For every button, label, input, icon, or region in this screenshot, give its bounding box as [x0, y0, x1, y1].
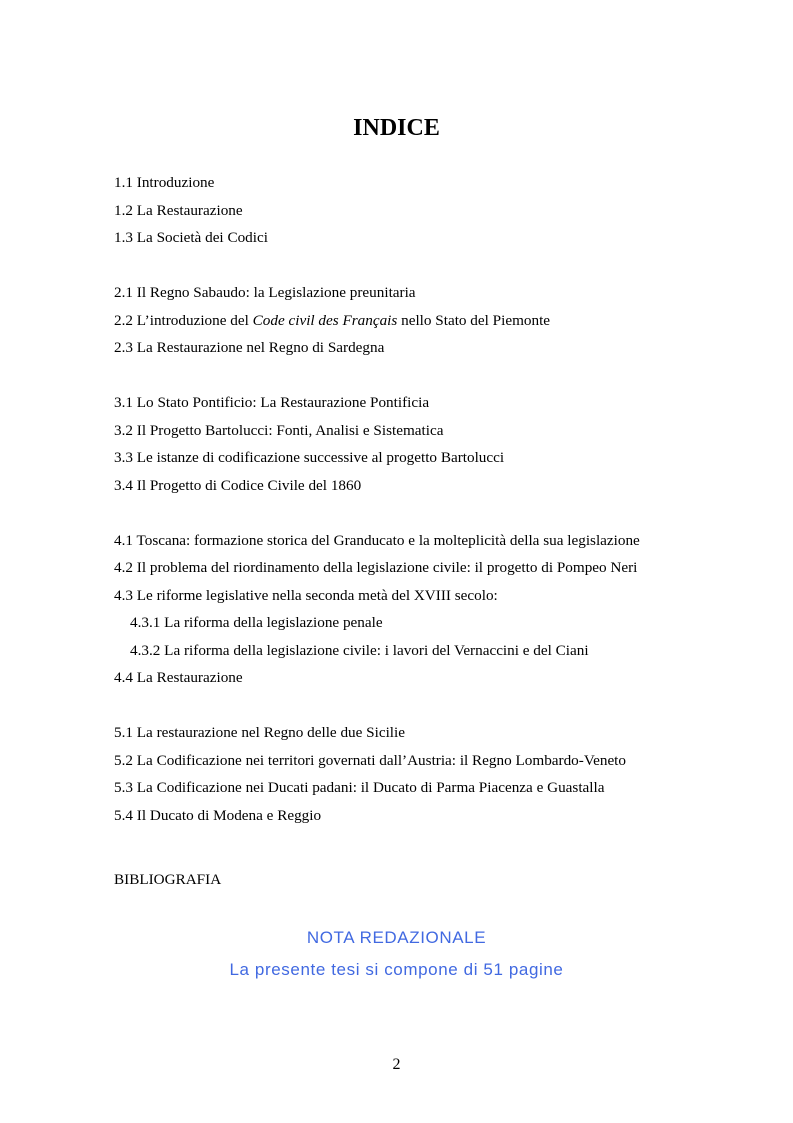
toc-entry-3-1: 3.1 Lo Stato Pontificio: La Restaurazione Pontificia — [114, 394, 430, 411]
toc-entry-5-3: 5.3 La Codificazione nei Ducati padani: il Ducato di Parma Piacenza e Guastalla — [114, 779, 605, 796]
toc-entry-2-2-suffix: nello Stato del Piemonte — [397, 311, 551, 329]
toc-entry-4-3: 4.3 Le riforme legislative nella seconda metà del XVIII secolo: — [114, 586, 498, 604]
toc-entry-3-2: 3.2 Il Progetto Bartolucci: Fonti, Analisi e Sistematica — [114, 421, 444, 439]
editorial-note-title: NOTA REDAZIONALE — [306, 928, 487, 947]
toc-entry-1-3: 1.3 La Società dei Codici — [114, 229, 268, 246]
page-number: 2 — [392, 1056, 401, 1073]
toc-entry-4-3-2: 4.3.2 La riforma della legislazione civile: i lavori del Vernaccini e del Ciani — [130, 641, 589, 659]
toc-entry-4-4: 4.4 La Restaurazione — [114, 669, 243, 686]
toc-entry-2-2-italic-title: Code civil des Français — [252, 311, 398, 329]
toc-entry-2-3: 2.3 La Restaurazione nel Regno di Sardegna — [114, 339, 385, 356]
toc-entry-5-1: 5.1 La restaurazione nel Regno delle due Sicilie — [114, 724, 405, 741]
toc-entry-1-1: 1.1 Introduzione — [114, 174, 215, 191]
toc-entry-3-3: 3.3 Le istanze di codificazione successive al progetto Bartolucci — [114, 449, 505, 466]
toc-entry-4-3-1: 4.3.1 La riforma della legislazione penale — [130, 614, 383, 631]
editorial-note-text: La presente tesi si compone di 51 pagine — [229, 960, 564, 979]
toc-entry-4-1: 4.1 Toscana: formazione storica del Granducato e la molteplicità della sua legislazione — [114, 531, 640, 549]
toc-entry-bibliography: BIBLIOGRAFIA — [114, 871, 222, 888]
toc-entry-2-2 — [114, 310, 754, 338]
toc-entry-1-2: 1.2 La Restaurazione — [114, 201, 243, 219]
toc-entry-2-1: 2.1 Il Regno Sabaudo: la Legislazione preunitaria — [114, 284, 416, 301]
section-spacer — [114, 695, 754, 723]
toc-entry-5-2: 5.2 La Codificazione nei territori governati dall’Austria: il Regno Lombardo-Veneto — [114, 751, 626, 769]
section-spacer — [114, 365, 754, 393]
toc-entry-2-2-prefix: 2.2 L’introduzione del — [114, 311, 253, 329]
section-spacer — [114, 502, 754, 530]
section-spacer — [114, 255, 754, 283]
section-spacer — [114, 832, 754, 869]
toc-entry-4-2: 4.2 Il problema del riordinamento della legislazione civile: il progetto di Pompeo Neri — [114, 559, 638, 576]
toc-entry-5-4: 5.4 Il Ducato di Modena e Reggio — [114, 806, 322, 824]
page-title: INDICE — [353, 115, 440, 141]
table-of-contents — [114, 172, 754, 891]
toc-entry-3-4: 3.4 Il Progetto di Codice Civile del 1860 — [114, 476, 362, 494]
